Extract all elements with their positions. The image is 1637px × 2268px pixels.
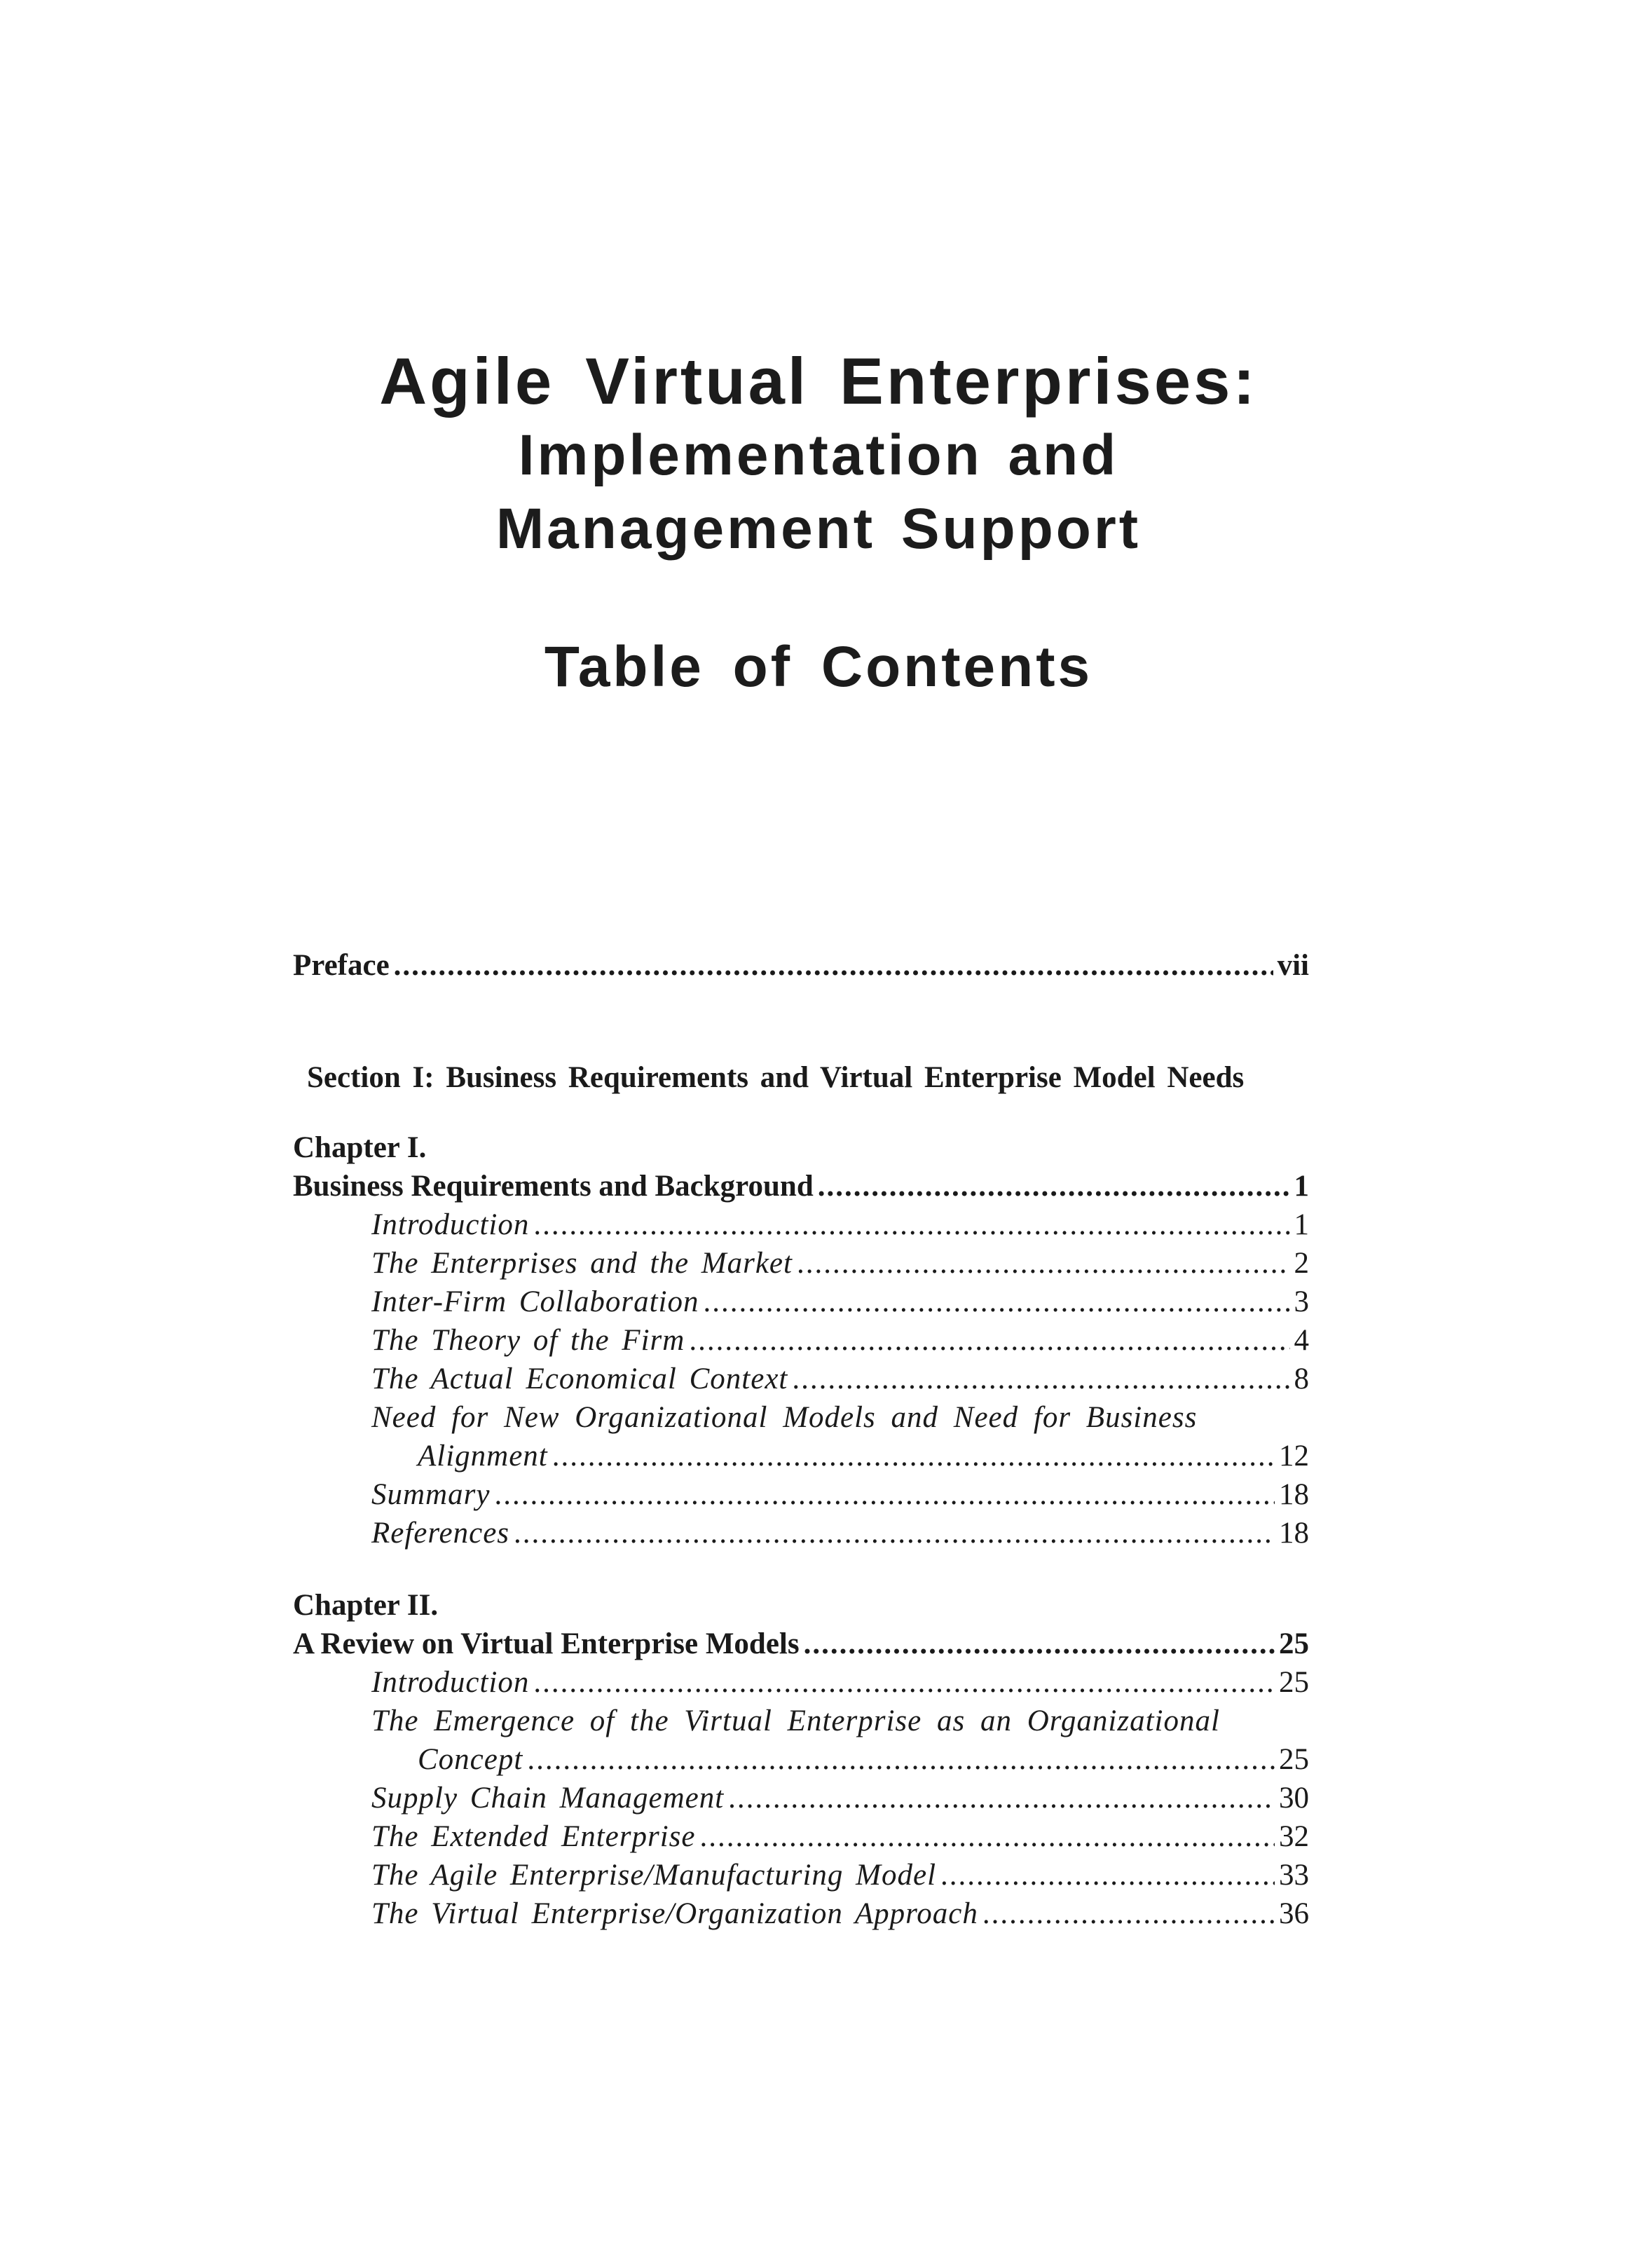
toc-entry-label: Supply Chain Management <box>371 1782 725 1815</box>
toc-entry-label: Inter-Firm Collaboration <box>371 1285 699 1318</box>
toc-entry-label: References <box>371 1517 510 1550</box>
toc-entry-page: 1 <box>1294 1170 1309 1203</box>
toc-entry[interactable] <box>293 1360 1309 1398</box>
leader-dots <box>552 1437 1275 1475</box>
toc-entry[interactable] <box>293 1779 1309 1817</box>
chapter-title: Business Requirements and Background <box>293 1170 814 1203</box>
title-line-3: Management Support <box>495 497 1142 561</box>
toc-entry-label: The Enterprises and the Market <box>371 1247 793 1280</box>
toc-entry-label: Preface <box>293 949 390 982</box>
toc-entry-label: Alignment <box>418 1440 548 1473</box>
toc-entry[interactable] <box>293 1244 1309 1283</box>
toc-entry-page: 12 <box>1279 1440 1309 1473</box>
leader-dots <box>797 1244 1290 1283</box>
table-of-contents <box>293 946 1309 1933</box>
toc-entry[interactable] <box>293 1205 1309 1244</box>
toc-entry-page: 25 <box>1279 1666 1309 1699</box>
toc-entry-chapter-1[interactable] <box>293 1167 1309 1205</box>
toc-entry-label: Introduction <box>371 1208 530 1241</box>
toc-entry[interactable] <box>293 1740 1309 1779</box>
title-line-2: Implementation and <box>518 423 1119 487</box>
chapter-number: Chapter II. <box>293 1589 439 1622</box>
leader-dots <box>804 1625 1275 1663</box>
leader-dots <box>533 1205 1289 1244</box>
toc-entry-page: 30 <box>1279 1782 1309 1815</box>
toc-entry[interactable] <box>293 1817 1309 1856</box>
toc-entry-label: The Theory of the Firm <box>371 1324 685 1357</box>
leader-dots <box>689 1321 1289 1360</box>
toc-entry-wrapped-line[interactable]: Need for New Organizational Models and Need for Business <box>371 1401 1198 1434</box>
leader-dots <box>792 1360 1289 1398</box>
toc-entry-label: Summary <box>371 1478 491 1511</box>
toc-entry[interactable] <box>293 1894 1309 1933</box>
leader-dots <box>704 1283 1290 1321</box>
toc-entry-label: The Extended Enterprise <box>371 1820 696 1853</box>
leader-dots <box>394 946 1273 985</box>
toc-entry-chapter-2[interactable] <box>293 1625 1309 1663</box>
chapter-title: A Review on Virtual Enterprise Models <box>293 1627 800 1660</box>
toc-entry-label: The Agile Enterprise/Manufacturing Model <box>371 1859 937 1892</box>
leader-dots <box>818 1167 1290 1205</box>
toc-entry[interactable] <box>293 1856 1309 1894</box>
toc-entry[interactable] <box>293 1475 1309 1514</box>
toc-entry[interactable] <box>293 1321 1309 1360</box>
toc-entry-page: 32 <box>1279 1820 1309 1853</box>
title-line-1: Agile Virtual Enterprises: <box>379 344 1258 418</box>
toc-entry-page: 2 <box>1294 1247 1309 1280</box>
toc-heading: Table of Contents <box>544 635 1093 699</box>
toc-entry[interactable] <box>293 1283 1309 1321</box>
toc-entry-page: 18 <box>1279 1517 1309 1550</box>
leader-dots <box>527 1740 1275 1779</box>
toc-entry-page: 18 <box>1279 1478 1309 1511</box>
leader-dots <box>728 1779 1275 1817</box>
toc-entry-page: 33 <box>1279 1859 1309 1892</box>
toc-entry-wrapped-line[interactable]: The Emergence of the Virtual Enterprise as an Organizational <box>371 1705 1220 1737</box>
toc-entry-page: 36 <box>1279 1897 1309 1930</box>
toc-entry-label: The Virtual Enterprise/Organization Approach <box>371 1897 978 1930</box>
leader-dots <box>982 1894 1275 1933</box>
section-heading: Section I: Business Requirements and Virtual Enterprise Model Needs <box>307 1061 1245 1094</box>
toc-entry-page: 8 <box>1294 1362 1309 1395</box>
toc-entry-page: vii <box>1277 949 1309 982</box>
toc-entry[interactable] <box>293 1437 1309 1475</box>
toc-entry-page: 3 <box>1294 1285 1309 1318</box>
toc-entry-label: The Actual Economical Context <box>371 1362 788 1395</box>
leader-dots <box>940 1856 1275 1894</box>
leader-dots <box>700 1817 1275 1856</box>
toc-entry-page: 25 <box>1279 1627 1309 1660</box>
toc-entry-label: Introduction <box>371 1666 530 1699</box>
toc-entry-page: 4 <box>1294 1324 1309 1357</box>
book-title <box>0 343 1637 566</box>
toc-entry-page: 25 <box>1279 1743 1309 1776</box>
chapter-number: Chapter I. <box>293 1131 427 1164</box>
toc-entry-page: 1 <box>1294 1208 1309 1241</box>
toc-entry-preface[interactable] <box>293 946 1309 985</box>
leader-dots <box>533 1663 1275 1702</box>
leader-dots <box>494 1475 1275 1514</box>
toc-entry[interactable] <box>293 1663 1309 1702</box>
leader-dots <box>514 1514 1275 1552</box>
toc-entry-label: Concept <box>418 1743 523 1776</box>
toc-entry[interactable] <box>293 1514 1309 1552</box>
